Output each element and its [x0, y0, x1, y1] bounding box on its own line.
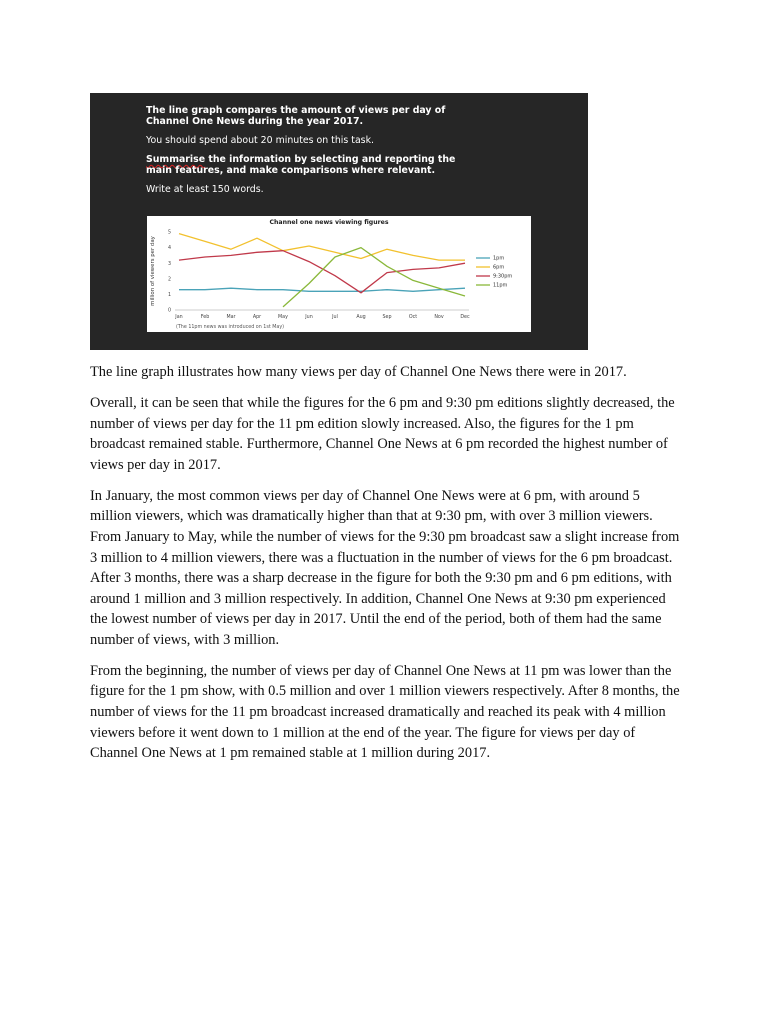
- series-line-11pm: [283, 248, 465, 307]
- summarise-word: Summarise: [146, 154, 206, 165]
- x-tick-label: Jul: [332, 315, 338, 320]
- legend-label: 1pm: [493, 255, 505, 262]
- chart-series-lines: [179, 234, 465, 307]
- y-tick-label: 3: [167, 261, 171, 267]
- task-line-4: [146, 154, 455, 165]
- x-tick-label: Sep: [382, 315, 392, 320]
- legend-label: 9:30pm: [493, 273, 513, 280]
- chart-legend: [476, 256, 512, 289]
- x-tick-label: Jun: [305, 315, 313, 320]
- task-line-3: You should spend about 20 minutes on this task.: [146, 135, 374, 146]
- essay-paragraph-body-1: In January, the most common views per day of Channel One News were at 6 pm, with around 5 million viewers, which was dramatically higher than that at 9:30 pm, with over 3 million viewers. From January to May, while the number of views for the 9:30 pm broadcast saw a slight increase from 3 million to 4 million viewers, there was a fluctuation in the number of views for the 6 pm broadcast. After 3 months, there was a sharp decrease in the figure for both the 9:30 pm and 6 pm editions, with around 1 million and 3 million respectively. In addition, Channel One News at 9:30 pm experienced the lowest number of views per day in 2017. Until the end of the period, both of them had the same number of views, with 3 million.: [90, 487, 680, 648]
- x-tick-label: Nov: [434, 315, 444, 320]
- chart-axes: [168, 230, 470, 320]
- legend-label: 11pm: [493, 282, 508, 289]
- essay-paragraph-body-2: From the beginning, the number of views per day of Channel One News at 11 pm was lower than the figure for the 1 pm show, with 0.5 million and over 1 million viewers respectively. After 8 months, the number of views for the 11 pm broadcast increased dramatically and reached its peak with 4 million viewers before it went down to 1 million at the end of the year. The figure for views per day of Channel One News at 1 pm remained stable at 1 million during 2017.: [90, 662, 680, 762]
- task-line-5: main features, and make comparisons where relevant.: [146, 165, 436, 176]
- task-prompt-image: [90, 93, 588, 350]
- chart-note: (The 11pm news was introduced on 1st May): [176, 325, 285, 330]
- x-tick-label: Feb: [200, 315, 210, 320]
- x-tick-label: Mar: [226, 315, 236, 320]
- series-line-1pm: [179, 288, 465, 291]
- task-line-2: Channel One News during the year 2017.: [146, 116, 364, 127]
- y-tick-label: 2: [167, 277, 171, 283]
- x-tick-label: Dec: [460, 315, 470, 320]
- essay-text: [90, 362, 680, 774]
- legend-label: 6pm: [493, 264, 505, 271]
- task-line-1: The line graph compares the amount of views per day of: [146, 105, 446, 116]
- essay-paragraph-intro: The line graph illustrates how many views per day of Channel One News there were in 2017.: [90, 364, 627, 380]
- chart-title: Channel one news viewing figures: [269, 219, 389, 226]
- x-tick-label: Oct: [408, 315, 418, 320]
- essay-paragraph-overview: Overall, it can be seen that while the figures for the 6 pm and 9:30 pm editions slightly decreased, the number of views per day for the 11 pm edition slowly increased. Also, the figures for the 1 pm broadcast remained stable. Furthermore, Channel One News at 6 pm recorded the highest number of views per day in 2017.: [90, 394, 675, 473]
- x-tick-label: Aug: [356, 315, 366, 320]
- x-tick-label: Apr: [252, 315, 262, 320]
- y-tick-label: 1: [167, 293, 171, 298]
- line-chart: [147, 216, 531, 332]
- chart-y-axis-label: million of viewers per day: [150, 236, 156, 306]
- line-chart-panel: [147, 216, 531, 332]
- task-line-6: Write at least 150 words.: [146, 184, 264, 195]
- y-tick-label: 5: [167, 230, 171, 236]
- y-tick-label: 4: [167, 246, 171, 252]
- task-line-4-rest: the information by selecting and reporting the: [205, 154, 456, 165]
- x-tick-label: May: [278, 315, 288, 320]
- x-tick-label: Jan: [175, 315, 183, 320]
- y-tick-label: 0: [167, 308, 171, 314]
